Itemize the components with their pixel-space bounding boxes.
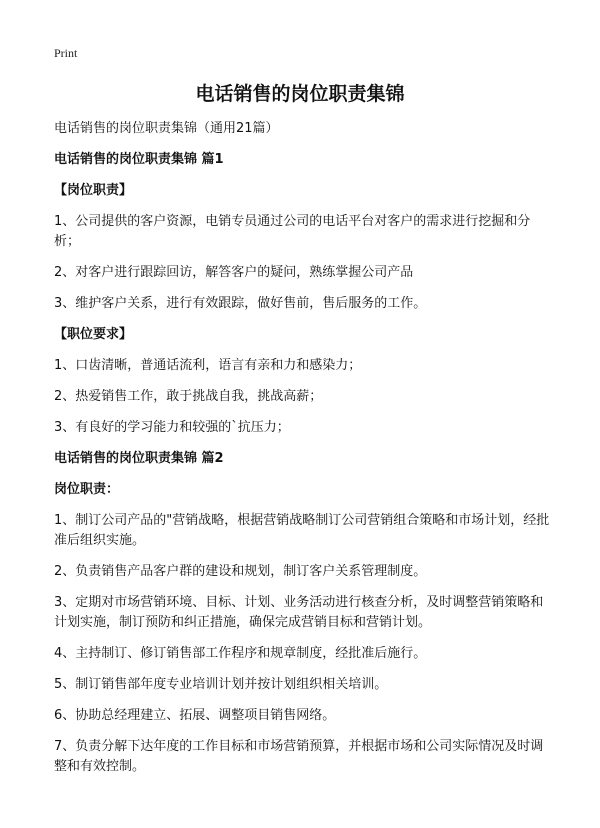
section-2-duty-item: 5、制订销售部年度专业培训计划并按计划组织相关培训。 [54,677,388,692]
section-2-duty-item: 1、制订公司产品的"营销战略，根据营销战略制订公司营销组合策略和市场计划，经批准后组织实施。 [54,513,550,548]
section-1-requirements-heading: 【职位要求】 [54,327,133,342]
print-label: Print [54,46,78,60]
section-2-duty-item: 2、负责销售产品客户群的建设和规划，制订客户关系管理制度。 [54,564,427,579]
section-1-duty-item: 1、公司提供的客户资源，电销专员通过公司的电话平台对客户的需求进行挖掘和分析； [54,214,531,249]
section-2-duty-item: 4、主持制订、修订销售部工作程序和规章制度，经批准后施行。 [54,646,427,661]
page-title: 电话销售的岗位职责集锦 [195,83,405,105]
section-2-duties-heading: 岗位职责： [54,482,120,497]
section-2-heading: 电话销售的岗位职责集锦 篇2 [54,451,224,466]
section-1-requirement-item: 1、口齿清晰，普通话流利，语言有亲和力和感染力； [54,358,362,373]
section-2-duty-item: 6、协助总经理建立、拓展、调整项目销售网络。 [54,708,336,723]
section-1-duty-item: 2、对客户进行跟踪回访，解答客户的疑问，熟练掌握公司产品 [54,265,414,280]
section-1-duty-item: 3、维护客户关系，进行有效跟踪，做好售前，售后服务的工作。 [54,296,427,311]
section-2-duty-item: 3、定期对市场营销环境、目标、计划、业务活动进行核查分析，及时调整营销策略和计划实施，制订预防和纠正措施，确保完成营销目标和营销计划。 [54,595,544,630]
section-1-duties-heading: 【岗位职责】 [54,183,133,198]
section-1-requirement-item: 2、热爱销售工作，敢于挑战自我，挑战高薪； [54,389,323,404]
section-1-requirement-item: 3、有良好的学习能力和较强的`抗压力； [54,420,290,435]
document-subtitle: 电话销售的岗位职责集锦（通用21篇） [54,121,279,136]
section-1-heading: 电话销售的岗位职责集锦 篇1 [54,152,224,167]
document-body [54,119,554,788]
section-2-duty-item: 7、负责分解下达年度的工作目标和市场营销预算，并根据市场和公司实际情况及时调整和有效控制。 [54,739,544,774]
